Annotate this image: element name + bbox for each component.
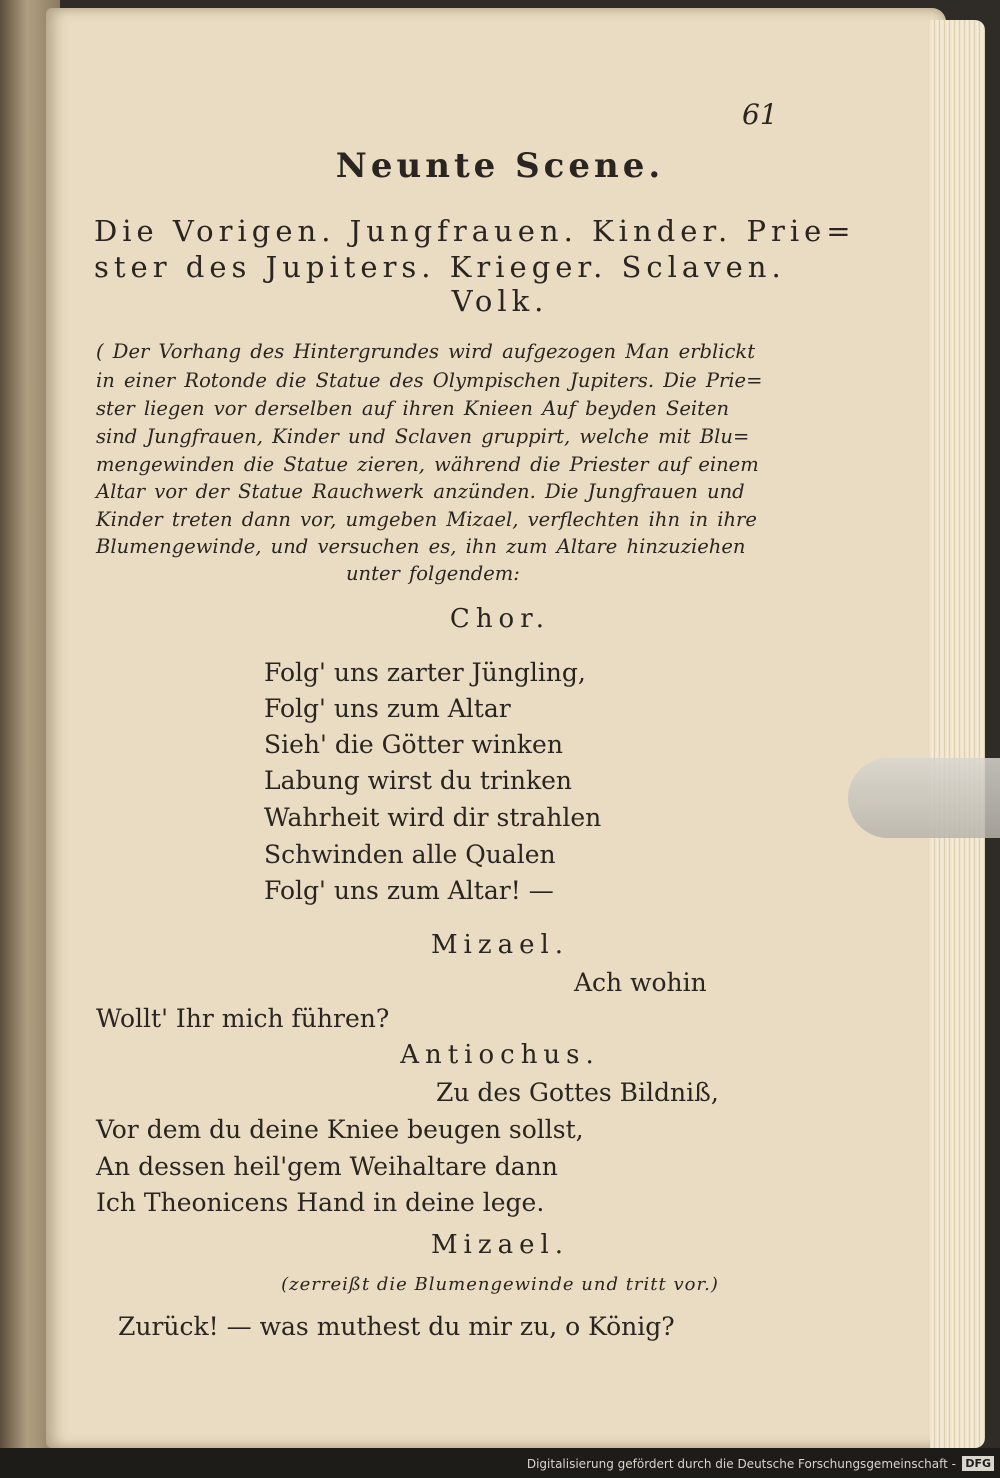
- stage-direction-line: unter folgendem:: [346, 562, 520, 585]
- cast-line: Die Vorigen. Jungfrauen. Kinder. Prie=: [94, 214, 856, 248]
- stage-direction-line: in einer Rotonde die Statue des Olympischen Jupiters. Die Prie=: [96, 369, 763, 392]
- verse-line: Folg' uns zarter Jüngling,: [264, 658, 586, 687]
- stage-direction-line: ( Der Vorhang des Hintergrundes wird aufgezogen Man erblickt: [96, 340, 756, 363]
- stage-direction-line: mengewinden die Statue zieren, während die Priester auf einem: [96, 453, 759, 476]
- stage-direction-line: sind Jungfrauen, Kinder und Sclaven gruppirt, welche mit Blu=: [96, 425, 750, 448]
- verse-line: Zurück! — was muthest du mir zu, o König?: [118, 1312, 675, 1341]
- verse-line: Schwinden alle Qualen: [264, 840, 556, 869]
- verse-line: Zu des Gottes Bildniß,: [436, 1078, 719, 1107]
- verse-line: Folg' uns zum Altar! —: [264, 876, 554, 905]
- footer-credit: Digitalisierung gefördert durch die Deutsche Forschungsgemeinschaft -: [526, 1457, 956, 1471]
- cast-line: ster des Jupiters. Krieger. Sclaven.: [94, 250, 786, 284]
- speaker-chor: Chor.: [449, 604, 551, 634]
- stage-direction-line: Altar vor der Statue Rauchwerk anzünden. Die Jungfrauen und: [96, 480, 745, 503]
- speaker-mizael: Mizael.: [430, 930, 570, 960]
- speaker-mizael: Mizael.: [430, 1230, 570, 1260]
- stage-direction-line: Kinder treten dann vor, umgeben Mizael, verflechten ihn in ihre: [96, 508, 757, 531]
- verse-line: Ach wohin: [574, 968, 707, 997]
- dfg-logo: DFG: [962, 1456, 994, 1471]
- speaker-antiochus: Antiochus.: [400, 1040, 600, 1070]
- verse-line: Wahrheit wird dir strahlen: [264, 803, 602, 832]
- verse-line: Vor dem du deine Kniee beugen sollst,: [96, 1115, 584, 1144]
- scene-title: Neunte Scene.: [335, 146, 665, 186]
- stage-direction-line: Blumengewinde, und versuchen es, ihn zum Altare hinzuziehen: [96, 535, 746, 558]
- page-clip: [848, 758, 1000, 838]
- page-number: 61: [742, 98, 778, 131]
- footer-bar: [0, 1448, 1000, 1478]
- verse-line: Wollt' Ihr mich führen?: [96, 1004, 390, 1033]
- verse-line: An dessen heil'gem Weihaltare dann: [96, 1152, 558, 1181]
- verse-line: Ich Theonicens Hand in deine lege.: [96, 1188, 545, 1217]
- verse-line: Folg' uns zum Altar: [264, 694, 511, 723]
- stage-direction-line: ster liegen vor derselben auf ihren Knieen Auf beyden Seiten: [96, 397, 730, 420]
- stage-direction-small: (zerreißt die Blumengewinde und tritt vor.): [281, 1274, 719, 1295]
- cast-line: Volk.: [451, 284, 549, 318]
- verse-line: Labung wirst du trinken: [264, 766, 573, 795]
- verse-line: Sieh' die Götter winken: [264, 730, 563, 759]
